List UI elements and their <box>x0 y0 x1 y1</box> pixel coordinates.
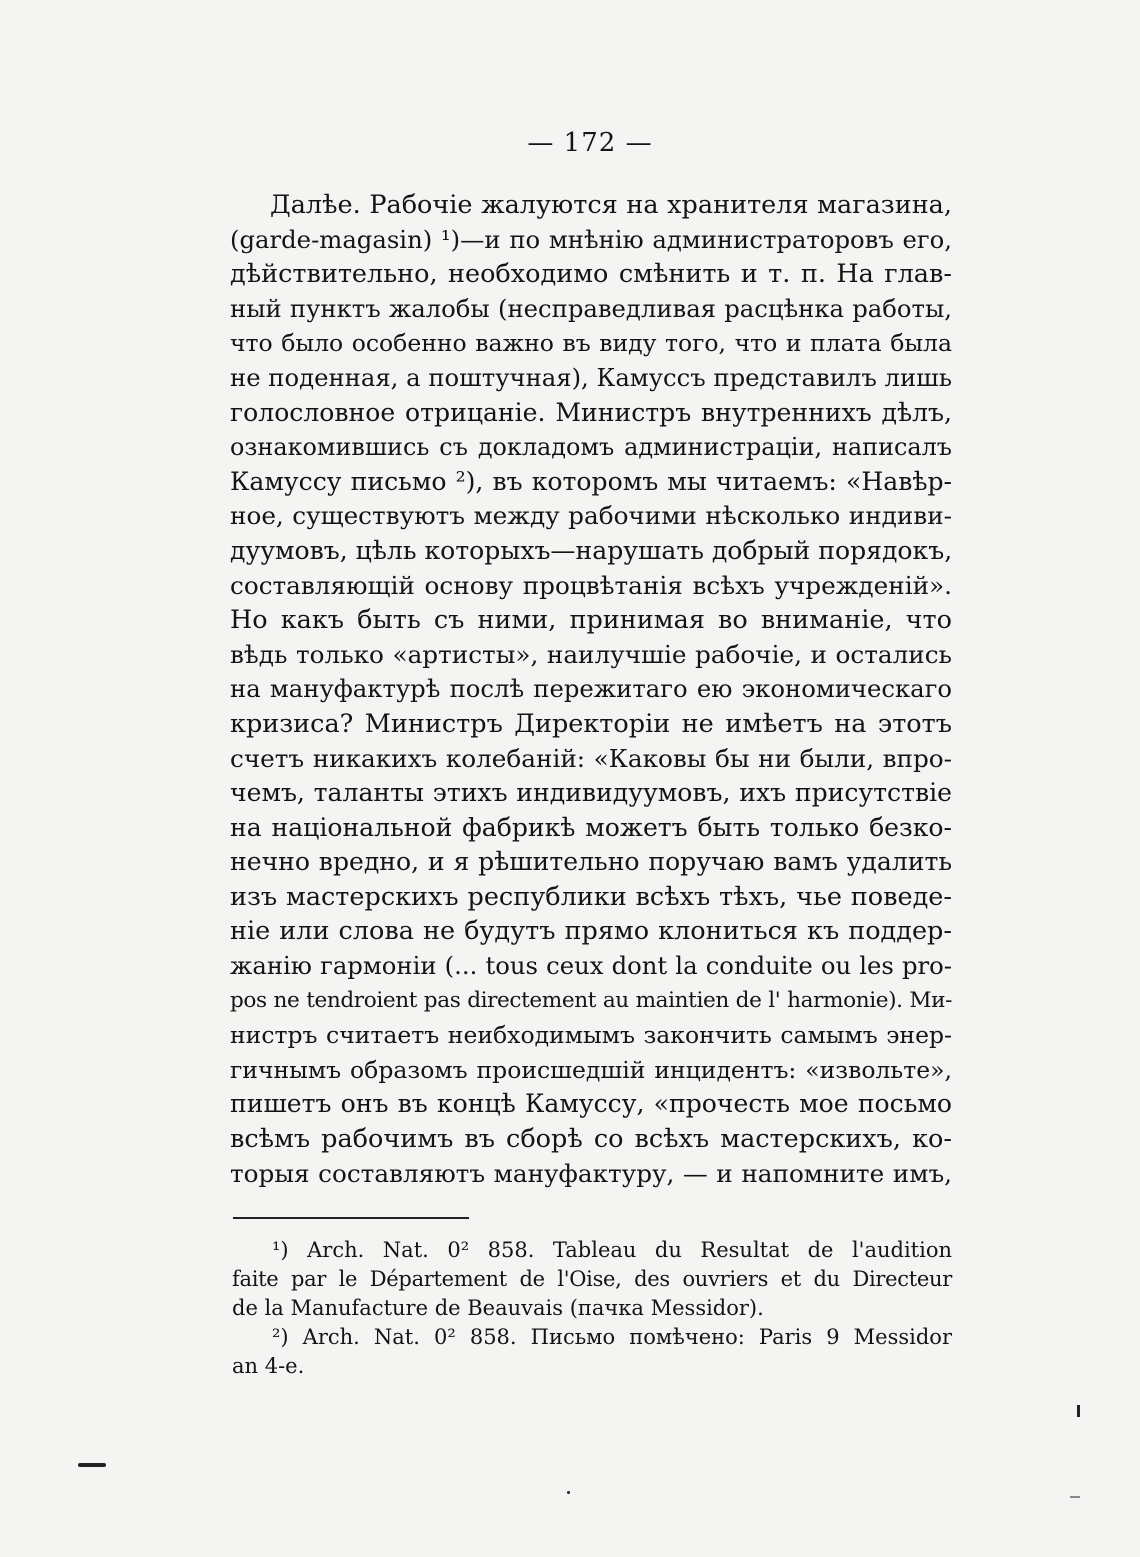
text-line: Камуссу письмо ²), въ которомъ мы читаемъ: «Навѣр- <box>230 466 952 496</box>
text-line: чемъ, таланты этихъ индивидуумовъ, ихъ присутствіе <box>230 778 952 808</box>
text-line: Но какъ быть съ ними, принимая во вниманіе, что <box>230 605 952 636</box>
scan-mark <box>567 1491 570 1494</box>
text-line: на національной фабрикѣ можетъ быть только безко- <box>230 812 952 842</box>
text-line: пишетъ онъ въ концѣ Камуссу, «прочесть мое посьмо <box>230 1089 952 1119</box>
scan-mark <box>78 1463 106 1467</box>
text-line: изъ мастерскихъ республики всѣхъ тѣхъ, чье поведе- <box>230 881 952 912</box>
text-line: счетъ никакихъ колебаній: «Каковы бы ни были, впро- <box>230 743 952 773</box>
scan-mark <box>1070 1496 1080 1498</box>
text-line: ное, существуютъ между рабочими нѣсколько индиви- <box>230 501 952 531</box>
text-line: не поденная, а поштучная), Камуссъ представилъ лишь <box>230 362 952 392</box>
text-line: жанію гармоніи (... tous ceux dont la conduite ou les pro- <box>230 951 952 981</box>
text-line: ный пунктъ жалобы (несправедливая расцѣнка работы, <box>230 293 952 323</box>
footnote-line: faite par le Département de l'Oise, des ouvriers et du Directeur <box>232 1267 952 1291</box>
text-line: (garde-magasin) ¹)—и по мнѣнію администраторовъ его, <box>230 224 952 254</box>
text-line: дѣйствительно, необходимо смѣнить и т. п. На глав- <box>230 259 952 290</box>
text-line: Далѣе. Рабочіе жалуются на хранителя магазина, <box>270 190 952 220</box>
page-number: — 172 — <box>527 128 653 158</box>
footnote-line: ²) Arch. Nat. 0² 858. Письмо помѣчено: Paris 9 Messidor <box>272 1325 952 1349</box>
text-line: составляющій основу процвѣтанія всѣхъ учрежденій». <box>230 570 952 600</box>
footnote-line: ¹) Arch. Nat. 0² 858. Tableau du Resultat de l'audition <box>272 1238 952 1262</box>
text-line: ніе или слова не будутъ прямо клониться къ поддер- <box>230 916 952 947</box>
text-line: нистръ считаетъ неибходимымъ закончить самымъ энер- <box>230 1021 952 1050</box>
footnote-separator <box>233 1217 469 1219</box>
text-line: pos ne tendroient pas directement au maintien de l' harmonie). Ми- <box>230 987 952 1013</box>
text-line: дуумовъ, цѣль которыхъ—нарушать добрый порядокъ, <box>230 535 953 565</box>
footnote-line: an 4-e. <box>232 1354 305 1378</box>
footnote-line: de la Manufacture de Beauvais (пачка Messidor). <box>232 1296 764 1320</box>
text-line: ознакомившись съ докладомъ администраціи, написалъ <box>230 433 952 462</box>
text-line: гичнымъ образомъ происшедшій инцидентъ: «извольте», <box>230 1055 952 1084</box>
text-line: всѣмъ рабочимъ въ сборѣ со всѣхъ мастерскихъ, ко- <box>230 1124 952 1155</box>
footnotes <box>232 1236 952 1381</box>
text-line: что было особенно важно въ виду того, что и плата была <box>230 329 952 358</box>
body-text <box>230 188 952 1191</box>
text-line: вѣдь только «артисты», наилучшіе рабочіе, и остались <box>230 639 952 669</box>
text-line: голословное отрицаніе. Министръ внутреннихъ дѣлъ, <box>230 397 952 427</box>
text-line: кризиса? Министръ Директоріи не имѣетъ на этотъ <box>230 708 952 739</box>
text-line: нечно вредно, и я рѣшительно поручаю вамъ удалить <box>230 847 952 877</box>
text-line: на мануфактурѣ послѣ пережитаго ею экономическаго <box>230 674 952 704</box>
text-line: торыя составляютъ мануфактуру, — и напомните имъ, <box>230 1158 952 1188</box>
scan-mark <box>1077 1405 1080 1417</box>
